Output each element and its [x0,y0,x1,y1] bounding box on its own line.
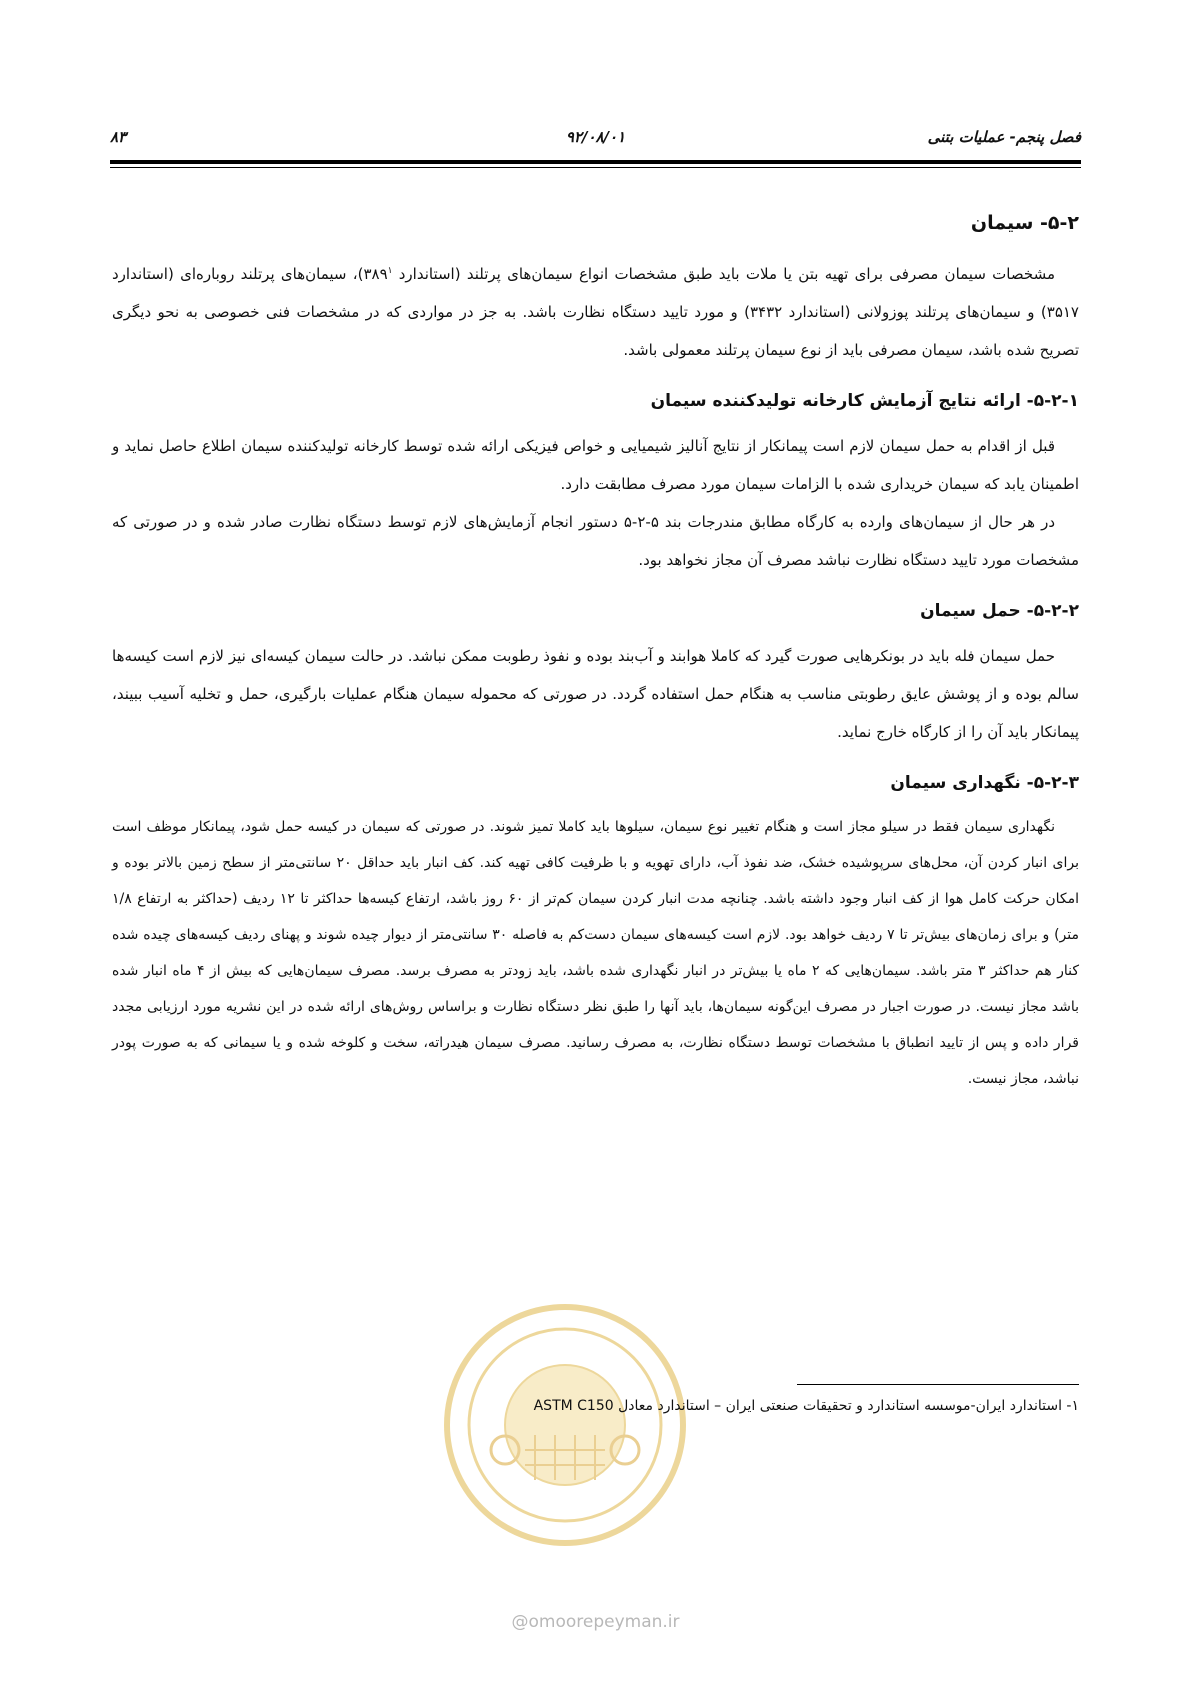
document-body [112,212,1079,1097]
chapter-title: فصل پنجم- عملیات بتنی [927,128,1081,146]
paragraph-transport: حمل سیمان فله باید در بونکرهایی صورت گیرد که کاملا هوابند و آب‌بند بوده و نفوذ رطوبت ممکن نباشد. در حالت سیمان کیسه‌ای نیز لازم است کیسه‌ها سالم بوده و از پوشش عایق رطوبتی مناسب به هنگام حمل استفاده گردد. در صورتی که محموله سیمان هنگام عملیات بارگیری، حمل و تخلیه آسیب ببیند، پیمانکار باید آن را از کارگاه خارج نماید. [112,647,1079,741]
section-heading-transport: ۵-۲-۲- حمل سیمان [920,601,1079,621]
seal-watermark-icon [440,1300,690,1550]
paragraph-cement-spec [112,252,1079,369]
section-heading-test-results: ۵-۲-۱- ارائه نتایج آزمایش کارخانه تولیدکننده سیمان [650,391,1079,411]
paragraph-text-rest: )، سیمان‌های پرتلند روباره‌ای (استاندارد ۳۵۱۷) و سیمان‌های پرتلند پوزولانی (استاندارد ۳۴۳۲) و مورد تایید دستگاه نظارت باشد. به جز در مواردی که در مشخصات فنی خصوصی به نحو دیگری تصریح شده باشد، سیمان مصرفی باید از نوع سیمان پرتلند معمولی باشد. [112,265,1079,359]
page-number: ۸۳ [110,128,127,146]
paragraph-test-results-2: در هر حال از سیمان‌های وارده به کارگاه مطابق مندرجات بند ۵-۲-۵ دستور انجام آزمایش‌های لازم توسط دستگاه نظارت صادر شده و در صورتی که مشخصات مورد تایید دستگاه نظارت نباشد مصرف آن مجاز نخواهد بود. [112,513,1079,569]
section-heading-cement: ۵-۲- سیمان [970,212,1079,234]
section-heading-storage: ۵-۲-۳- نگهداری سیمان [890,773,1079,793]
site-watermark: @omoorepeyman.ir [511,1612,680,1632]
footnote: ۱- استاندارد ایران-موسسه استاندارد و تحقیقات صنعتی ایران – استاندارد معادل ASTM C150 [533,1398,1079,1414]
page-header [110,128,1081,158]
footnote-ref[interactable]: ۱ [387,266,393,276]
footnote-rule [797,1384,1079,1385]
paragraph-test-results-1: قبل از اقدام به حمل سیمان لازم است پیمانکار از نتایج آنالیز شیمیایی و خواص فیزیکی ارائه شده توسط کارخانه تولیدکننده سیمان اطلاع حاصل نماید و اطمینان یابد که سیمان خریداری شده با الزامات سیمان مورد مصرف مطابقت دارد. [112,437,1079,493]
header-rule-thin [110,167,1081,168]
header-date: ۹۲/۰۸/۰۱ [565,128,626,146]
paragraph-storage: نگهداری سیمان فقط در سیلو مجاز است و هنگام تغییر نوع سیمان، سیلوها باید کاملا تمیز شوند. در صورتی که سیمان در کیسه حمل شود، پیمانکار موظف است برای انبار کردن آن، محل‌های سرپوشیده خشک، ضد نفوذ آب، دارای تهویه و با ظرفیت کافی تهیه کند. کف انبار باید حداقل ۲۰ سانتی‌متر از سطح زمین بالاتر بوده و امکان حرکت کامل هوا از کف انبار وجود داشته باشد. چنانچه مدت انبار کردن سیمان کم‌تر از ۶۰ روز باشد، ارتفاع کیسه‌ها حداکثر تا ۱۲ ردیف (حداکثر به ارتفاع ۱/۸ متر) و برای زمان‌های بیش‌تر تا ۷ ردیف خواهد بود. لازم است کیسه‌های سیمان دست‌کم به فاصله ۳۰ سانتی‌متر از دیوار چیده شوند و پهنای ردیف کیسه‌های چیده شده کنار هم حداکثر ۳ متر باشد. سیمان‌هایی که ۲ ماه یا بیش‌تر در انبار نگهداری شده باشد، باید زودتر به مصرف برسد. مصرف سیمان‌هایی که بیش از ۴ ماه انبار شده باشد مجاز نیست. در صورت اجبار در مصرف این‌گونه سیمان‌ها، باید آنها را طبق نظر دستگاه نظارت و براساس روش‌های ارائه شده در این نشریه مورد ارزیابی مجدد قرار داده و پس از تایید انطباق با مشخصات توسط دستگاه نظارت، به مصرف رسانید. مصرف سیمان هیدراته، سخت و کلوخه شده و یا سیمانی که به صورت پودر نباشد، مجاز نیست. [112,819,1080,1087]
paragraph-text: مشخصات سیمان مصرفی برای تهیه بتن یا ملات باید طبق مشخصات انواع سیمان‌های پرتلند (استاندارد ۳۸۹ [363,265,1055,283]
header-rule-thick [110,160,1081,164]
